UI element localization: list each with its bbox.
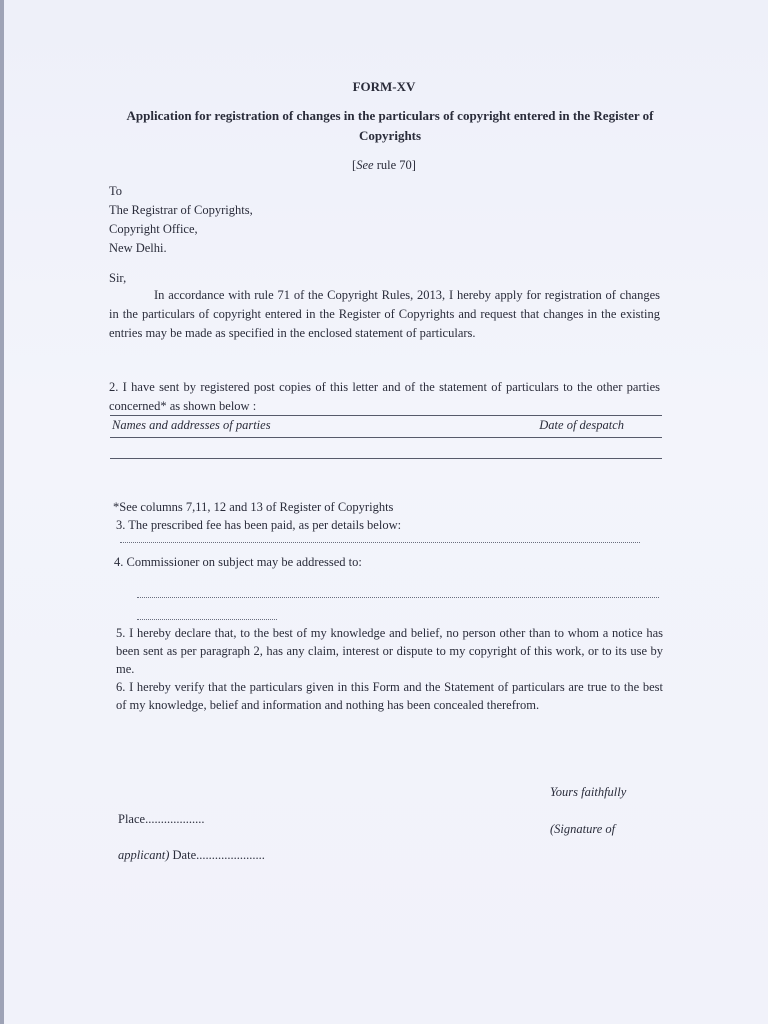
date-label: Date...................... xyxy=(169,848,265,862)
address-to: To xyxy=(109,184,123,198)
column-despatch-date: Date of despatch xyxy=(539,418,624,432)
table-header-rule xyxy=(110,437,662,438)
rule-reference: [See rule 70] xyxy=(352,158,416,172)
item-3-fee: 3. The prescribed fee has been paid, as per details below: xyxy=(116,518,402,532)
column-parties: Names and addresses of parties xyxy=(112,418,271,432)
fee-details-field[interactable] xyxy=(120,542,640,543)
salutation: Sir, xyxy=(109,271,127,285)
signature-label: (Signature of xyxy=(550,822,616,836)
recipient-address xyxy=(109,182,253,258)
address-line-2: Copyright Office, xyxy=(109,222,198,236)
item-5-declaration: 5. I hereby declare that, to the best of my knowledge and belief, no person other than to whom a notice has been sent as per paragraph 2, has any claim, interest or dispute to my copyright of this work, or to its use by me. xyxy=(116,626,663,676)
place-field[interactable]: Place................... xyxy=(118,812,205,826)
commissioner-address-field-2[interactable] xyxy=(137,619,277,620)
table-bottom-rule xyxy=(110,458,662,459)
address-line-1: The Registrar of Copyrights, xyxy=(109,203,253,217)
commissioner-address-field-1[interactable] xyxy=(137,597,659,598)
form-title: Application for registration of changes in the particulars of copyright entered in the Register of Copyrights xyxy=(126,108,654,143)
date-field[interactable] xyxy=(118,848,265,863)
parties-table-header xyxy=(112,418,662,433)
declarations xyxy=(116,624,663,714)
closing-yours-faithfully: Yours faithfully xyxy=(550,785,627,799)
table-top-rule xyxy=(110,415,662,416)
paragraph-2: 2. I have sent by registered post copies of this letter and of the statement of particulars to the other parties concerned* as shown below : xyxy=(109,380,660,413)
item-4-commissioner: 4. Commissioner on subject may be addressed to: xyxy=(114,555,362,569)
item-6-verification: 6. I hereby verify that the particulars given in this Form and the Statement of particulars are true to the best of my knowledge, belief and information and nothing has been concealed therefrom. xyxy=(116,680,663,712)
form-number: FORM-XV xyxy=(352,79,416,94)
address-line-3: New Delhi. xyxy=(109,241,167,255)
footnote: *See columns 7,11, 12 and 13 of Register of Copyrights xyxy=(113,500,394,514)
applicant-label: applicant) xyxy=(118,848,170,862)
paragraph-1: In accordance with rule 71 of the Copyright Rules, 2013, I hereby apply for registration of changes in the particulars of copyright entered in the Register of Copyrights and request that changes in the existing entries may be made as specified in the enclosed statement of particulars. xyxy=(109,288,660,340)
